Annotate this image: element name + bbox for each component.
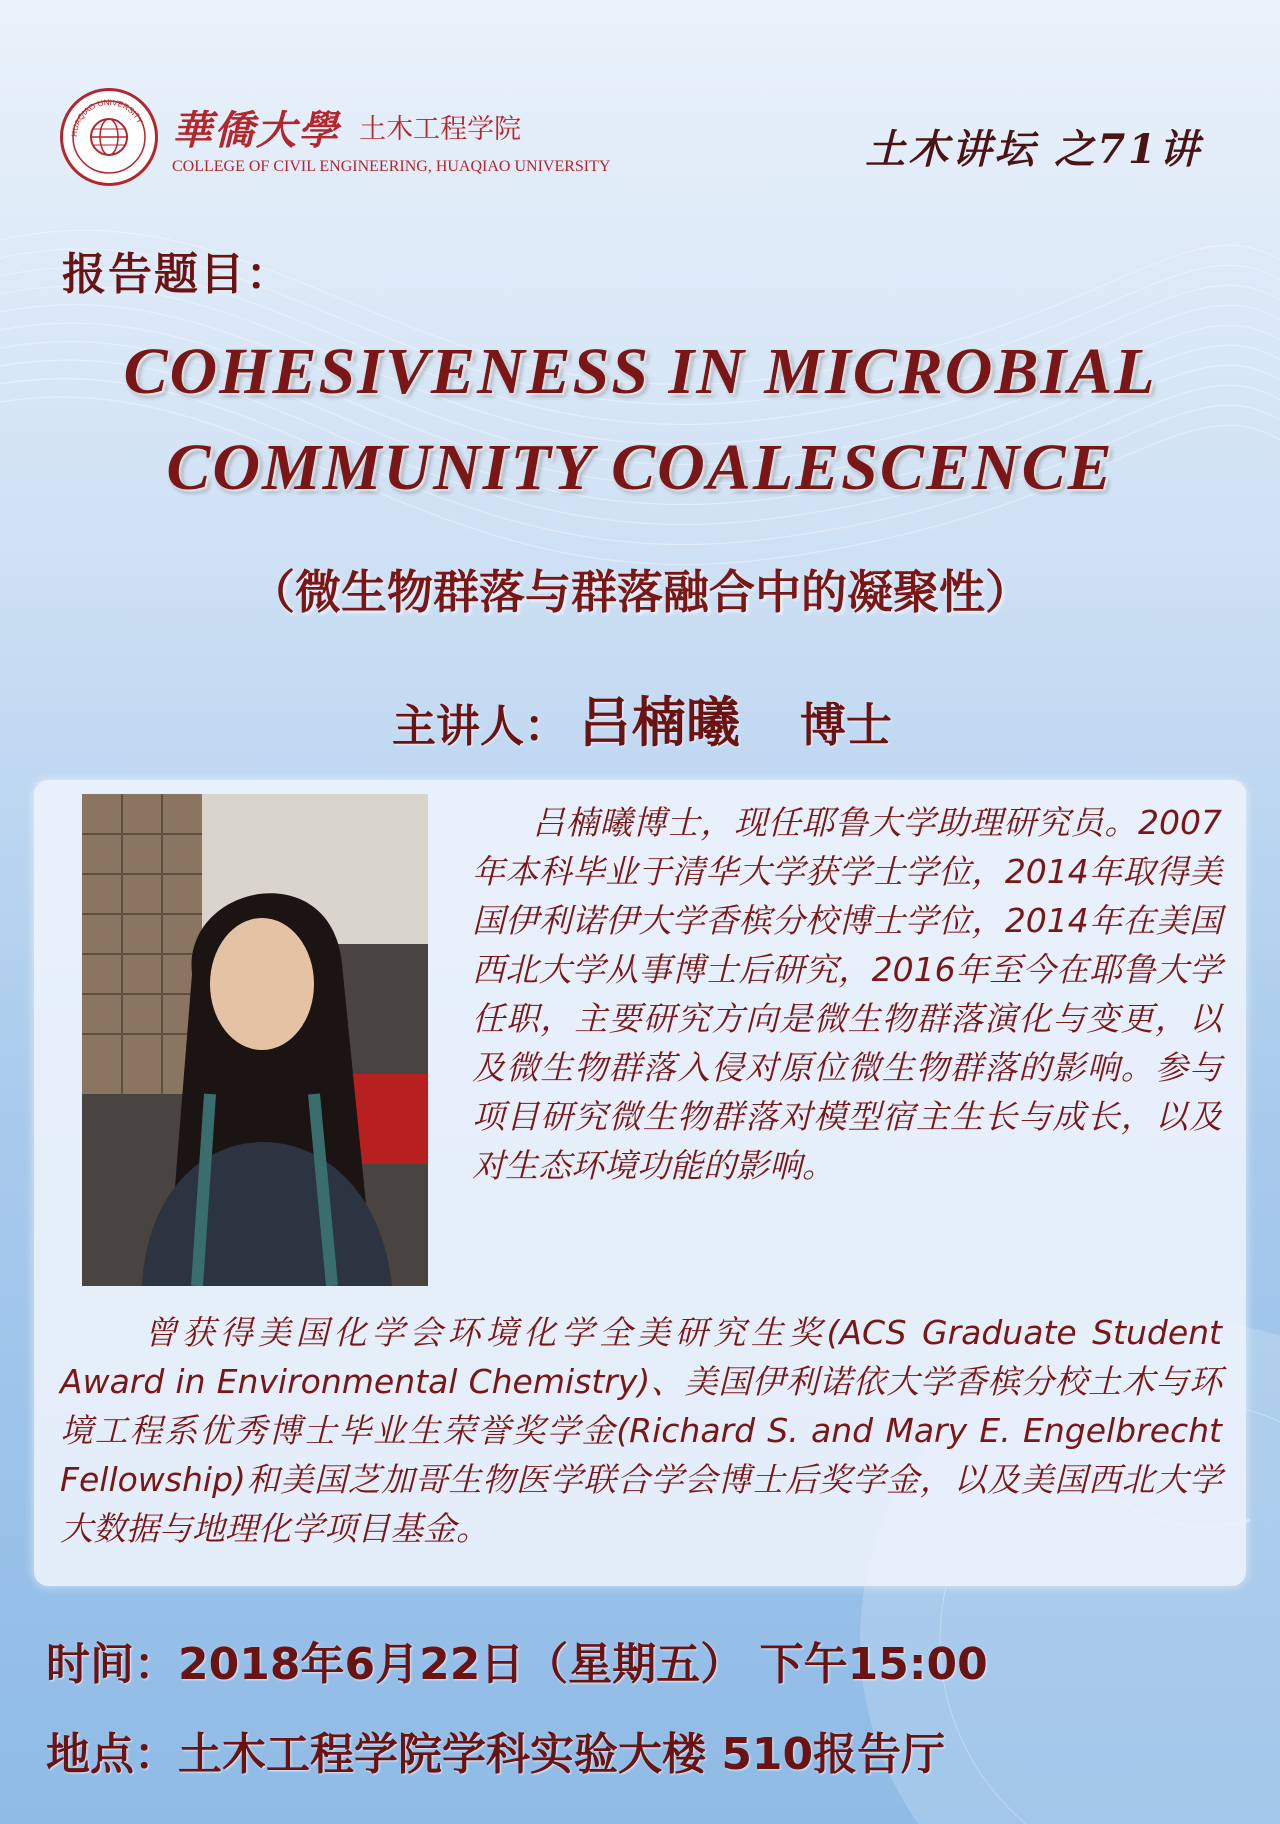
university-logo: [60, 88, 610, 186]
university-seal-icon: [60, 88, 158, 186]
speaker-line: [392, 680, 892, 757]
forum-series-label: 土木讲坛 之71讲: [865, 126, 1202, 173]
bio-paragraph-1: 吕楠曦博士，现任耶鲁大学助理研究员。2007年本科毕业于清华大学获学士学位，2014年取得美国伊利诺伊大学香槟分校博士学位，2014年在美国西北大学从事博士后研究，2016年至今在耶鲁大学任职，主要研究方向是微生物群落演化与变更，以及微生物群落入侵对原位微生物群落的影响。参与项目研究微生物群落对模型宿主生长与成长，以及对生态环境功能的影响。: [472, 803, 1222, 1185]
university-name: 華僑大學: [172, 106, 340, 154]
svg-text:HUAQIAO UNIVERSITY: HUAQIAO UNIVERSITY: [69, 97, 145, 138]
speaker-photo: [82, 794, 428, 1286]
speaker-label: 主讲人：: [392, 701, 568, 752]
speaker-degree: 博士: [800, 698, 892, 752]
talk-title-en-line2: COMMUNITY COALESCENCE: [166, 431, 1114, 504]
talk-title-label: 报告题目：: [62, 249, 292, 300]
college-name-en: COLLEGE OF CIVIL ENGINEERING, HUAQIAO UNIVERSITY: [172, 157, 611, 175]
event-time: 时间：2018年6月22日（星期五） 下午15:00: [46, 1639, 988, 1690]
talk-title-en-line1: COHESIVENESS IN MICROBIAL: [123, 335, 1157, 408]
event-place: 地点：土木工程学院学科实验大楼 510报告厅: [46, 1729, 946, 1780]
speaker-name: 吕楠曦: [578, 691, 740, 754]
college-name-cn: 土木工程学院: [359, 113, 522, 145]
talk-title-cn: （微生物群落与群落融合中的凝聚性）: [249, 565, 1031, 619]
bio-paragraph-2: 曾获得美国化学会环境化学全美研究生奖(ACS Graduate Student Award in Environmental Chemistry)、美国伊利诺依大学香槟分校土木与环境工程系优秀博士毕业生荣誉奖学金(Richard S. and Mary E. Engelbrecht Fellowship)和美国芝加哥生物医学联合学会博士后奖学金，以及美国西北大学大数据与地理化学项目基金。: [60, 1313, 1222, 1548]
